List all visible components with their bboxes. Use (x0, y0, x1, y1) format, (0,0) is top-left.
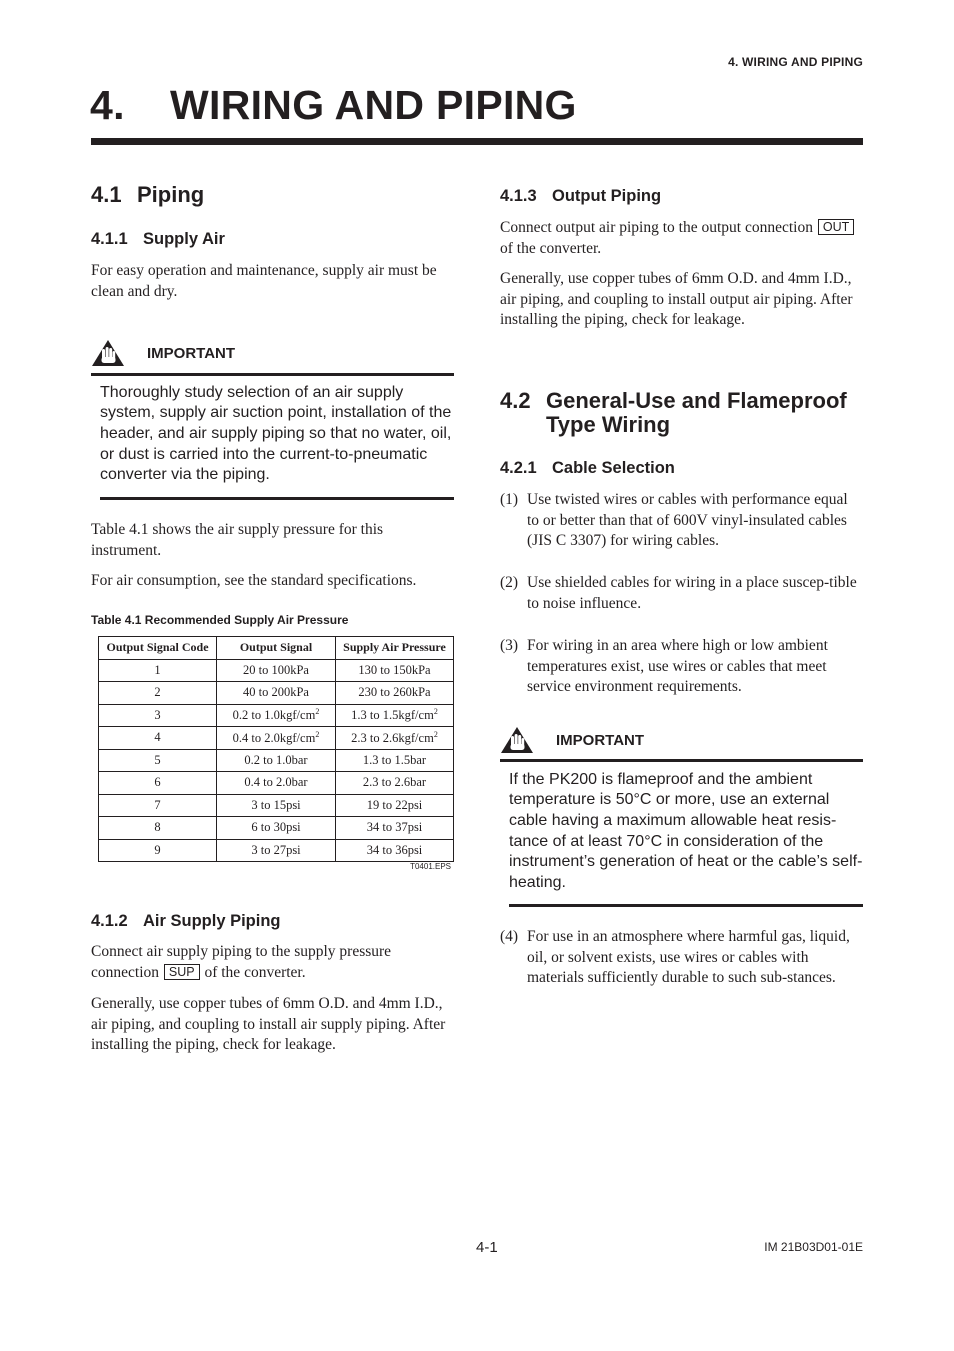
output-signal-cell (217, 659, 336, 682)
important-top-rule (91, 373, 454, 376)
subsection-title: Air Supply Piping (143, 912, 281, 930)
table-row (99, 659, 454, 682)
table-row (99, 794, 454, 817)
important-top-rule (500, 759, 863, 762)
supply-air-pressure-cell (336, 817, 454, 840)
cell-text: 0.2 to 1.0bar (244, 752, 308, 767)
item-marker: (1) (500, 491, 519, 508)
important-bottom-rule (100, 497, 454, 500)
output-signal-cell (217, 727, 336, 750)
output-signal-cell (217, 839, 336, 862)
important-text: Thoroughly study selection of an air supply system, supply air suction point, installation of the header, and air supply piping so that no water, oil, or dust is carried into the current-to-pneumatic converter via the piping. (100, 383, 452, 484)
cell-text: 3 to 27psi (251, 842, 301, 857)
paragraph-text: of the converter. (204, 963, 306, 981)
section-title: Piping (137, 182, 205, 207)
cell-text: 1.3 to 1.5bar (362, 752, 427, 767)
important-header (91, 339, 454, 367)
output-signal-cell (217, 817, 336, 840)
cell-text: 6 to 30psi (251, 820, 301, 835)
subsection-4-2-1-heading (500, 458, 863, 478)
cell-text: 34 to 36psi (366, 842, 423, 857)
output-signal-code-cell (99, 817, 217, 840)
table-body (99, 659, 454, 862)
column-header: Supply Air Pressure (336, 637, 454, 660)
item-marker: (3) (500, 637, 519, 654)
subsection-number: 4.1.2 (91, 912, 128, 930)
warning-hand-icon (91, 339, 125, 367)
section-4-2-heading (500, 389, 863, 437)
output-signal-cell (217, 682, 336, 705)
output-signal-code-cell (99, 682, 217, 705)
cell-text: 0.4 to 2.0kgf/cm (232, 730, 316, 745)
table-file-reference: T0401.EPS (410, 862, 451, 871)
item-text: For wiring in an area where high or low ambient temperatures exist, use wires or cables that meet service environment requirements. (527, 637, 828, 696)
table-caption: Table 4.1 Recommended Supply Air Pressure (91, 613, 349, 627)
subsection-number: 4.1.3 (500, 187, 537, 205)
output-signal-code-cell (99, 727, 217, 750)
cell-text: 3 to 15psi (251, 797, 301, 812)
table-row (99, 749, 454, 772)
chapter-title-text: WIRING AND PIPING (170, 82, 577, 128)
output-signal-code-cell (99, 749, 217, 772)
paragraph-text: Connect output air piping to the output connection (500, 219, 813, 236)
cable-selection-item (500, 490, 863, 552)
cell-text: 8 (154, 820, 161, 835)
output-signal-cell (217, 749, 336, 772)
subsection-title: Cable Selection (552, 459, 675, 477)
item-marker: (2) (500, 574, 519, 591)
item-text: Use shielded cables for wiring in a place suscep-tible to noise influence. (527, 574, 857, 612)
cell-text: 19 to 22psi (366, 797, 423, 812)
cell-text: 0.4 to 2.0bar (244, 775, 308, 790)
cell-text: 7 (154, 797, 161, 812)
cable-selection-item (500, 636, 863, 698)
table-row (99, 727, 454, 750)
section-title: General-Use and Flameproof Type Wiring (546, 388, 847, 437)
column-header: Output Signal Code (99, 637, 217, 660)
cell-text: 2 (154, 685, 161, 700)
output-signal-code-cell (99, 772, 217, 795)
section-4-1-heading (91, 183, 454, 207)
cable-selection-item (500, 573, 863, 614)
subsection-4-1-1-heading (91, 229, 454, 249)
output-signal-code-cell (99, 659, 217, 682)
important-notice-flameproof (500, 726, 863, 894)
section-number: 4.1 (91, 182, 122, 207)
cell-text: 1.3 to 1.5kgf/cm (351, 708, 434, 723)
cell-text: 9 (154, 842, 161, 857)
chapter-title (90, 82, 577, 129)
subsection-number: 4.2.1 (500, 459, 537, 477)
supply-air-pressure-cell (336, 682, 454, 705)
supply-air-pressure-table (98, 636, 454, 862)
table-row (99, 704, 454, 727)
table-header-row (99, 637, 454, 660)
output-piping-paragraph-2: Generally, use copper tubes of 6mm O.D. and 4mm I.D., air piping, and coupling to install output air piping. After installing the piping, check for leakage. (500, 270, 853, 329)
supply-air-pressure-cell (336, 749, 454, 772)
paragraph-text: of the converter. (500, 239, 602, 257)
sup-connection-tag: SUP (164, 964, 200, 980)
cell-text: 2.3 to 2.6bar (362, 775, 427, 790)
cell-text: 6 (154, 775, 161, 790)
cell-text: 0.2 to 1.0kgf/cm (232, 708, 316, 723)
output-piping-paragraph-1 (500, 218, 863, 259)
table-row (99, 682, 454, 705)
supply-air-pressure-cell (336, 772, 454, 795)
page-number: 4-1 (476, 1239, 498, 1256)
air-consumption-paragraph: For air consumption, see the standard specifications. (91, 572, 417, 589)
air-supply-piping-paragraph-1 (91, 942, 454, 983)
cell-text: 20 to 100kPa (243, 662, 309, 677)
important-header (500, 726, 863, 754)
section-number: 4.2 (500, 388, 531, 413)
supply-air-pressure-cell (336, 727, 454, 750)
item-text: For use in an atmosphere where harmful gas, liquid, oil, or solvent exists, use wires or cables with materials sufficiently durable to such sub-stances. (527, 928, 850, 987)
paragraph-text: Connect air supply piping to the supply pressure connection (91, 943, 392, 981)
cell-text: 3 (154, 707, 161, 722)
important-text: If the PK200 is flameproof and the ambient temperature is 50°C or more, use an external cable having a maximum allowable heat resis-tance of at least 70°C in consideration of the instrument’s generation of heat or the cable’s self-heating. (509, 770, 863, 892)
supply-air-pressure-cell (336, 794, 454, 817)
output-signal-code-cell (99, 704, 217, 727)
chapter-number: 4. (90, 82, 125, 128)
important-notice-air-supply (91, 339, 454, 486)
running-header: 4. WIRING AND PIPING (728, 55, 863, 69)
table-row (99, 817, 454, 840)
subsection-4-1-3-heading (500, 186, 863, 206)
output-signal-cell (217, 772, 336, 795)
out-connection-tag: OUT (818, 219, 854, 235)
cell-text: 5 (154, 752, 161, 767)
supply-air-paragraph: For easy operation and maintenance, supply air must be clean and dry. (91, 262, 437, 300)
output-signal-cell (217, 794, 336, 817)
item-text: Use twisted wires or cables with performance equal to or better than that of 600V vinyl-insulated cables (JIS C 3307) for wiring cables. (527, 491, 848, 550)
important-label: IMPORTANT (147, 344, 236, 362)
table-row (99, 772, 454, 795)
cell-text: 130 to 150kPa (358, 662, 431, 677)
cell-text: 40 to 200kPa (243, 685, 309, 700)
subsection-number: 4.1.1 (91, 230, 128, 248)
warning-hand-icon (500, 726, 534, 754)
output-signal-code-cell (99, 839, 217, 862)
item-marker: (4) (500, 928, 519, 945)
output-signal-code-cell (99, 794, 217, 817)
table-reference-paragraph: Table 4.1 shows the air supply pressure for this instrument. (91, 521, 384, 559)
cell-text: 1 (154, 662, 161, 677)
cell-text: 34 to 37psi (366, 820, 423, 835)
subsection-title: Supply Air (143, 230, 225, 248)
cable-selection-item (500, 927, 863, 989)
important-bottom-rule (509, 904, 863, 907)
cell-text: 4 (154, 730, 161, 745)
supply-air-pressure-cell (336, 659, 454, 682)
title-rule (91, 138, 863, 145)
subsection-title: Output Piping (552, 187, 662, 205)
air-supply-piping-paragraph-2: Generally, use copper tubes of 6mm O.D. and 4mm I.D., air piping, and coupling to install air supply piping. After installing the piping, check for leakage. (91, 995, 446, 1054)
supply-air-pressure-cell (336, 704, 454, 727)
subsection-4-1-2-heading (91, 911, 454, 931)
important-label: IMPORTANT (556, 731, 645, 749)
document-id: IM 21B03D01-01E (764, 1240, 863, 1254)
unit-superscript: 2 (315, 729, 320, 739)
cell-text: 2.3 to 2.6kgf/cm (351, 730, 434, 745)
table-row (99, 839, 454, 862)
unit-superscript: 2 (433, 707, 438, 717)
unit-superscript: 2 (315, 707, 320, 717)
unit-superscript: 2 (433, 729, 438, 739)
column-header: Output Signal (217, 637, 336, 660)
output-signal-cell (217, 704, 336, 727)
cell-text: 230 to 260kPa (358, 685, 431, 700)
supply-air-pressure-cell (336, 839, 454, 862)
